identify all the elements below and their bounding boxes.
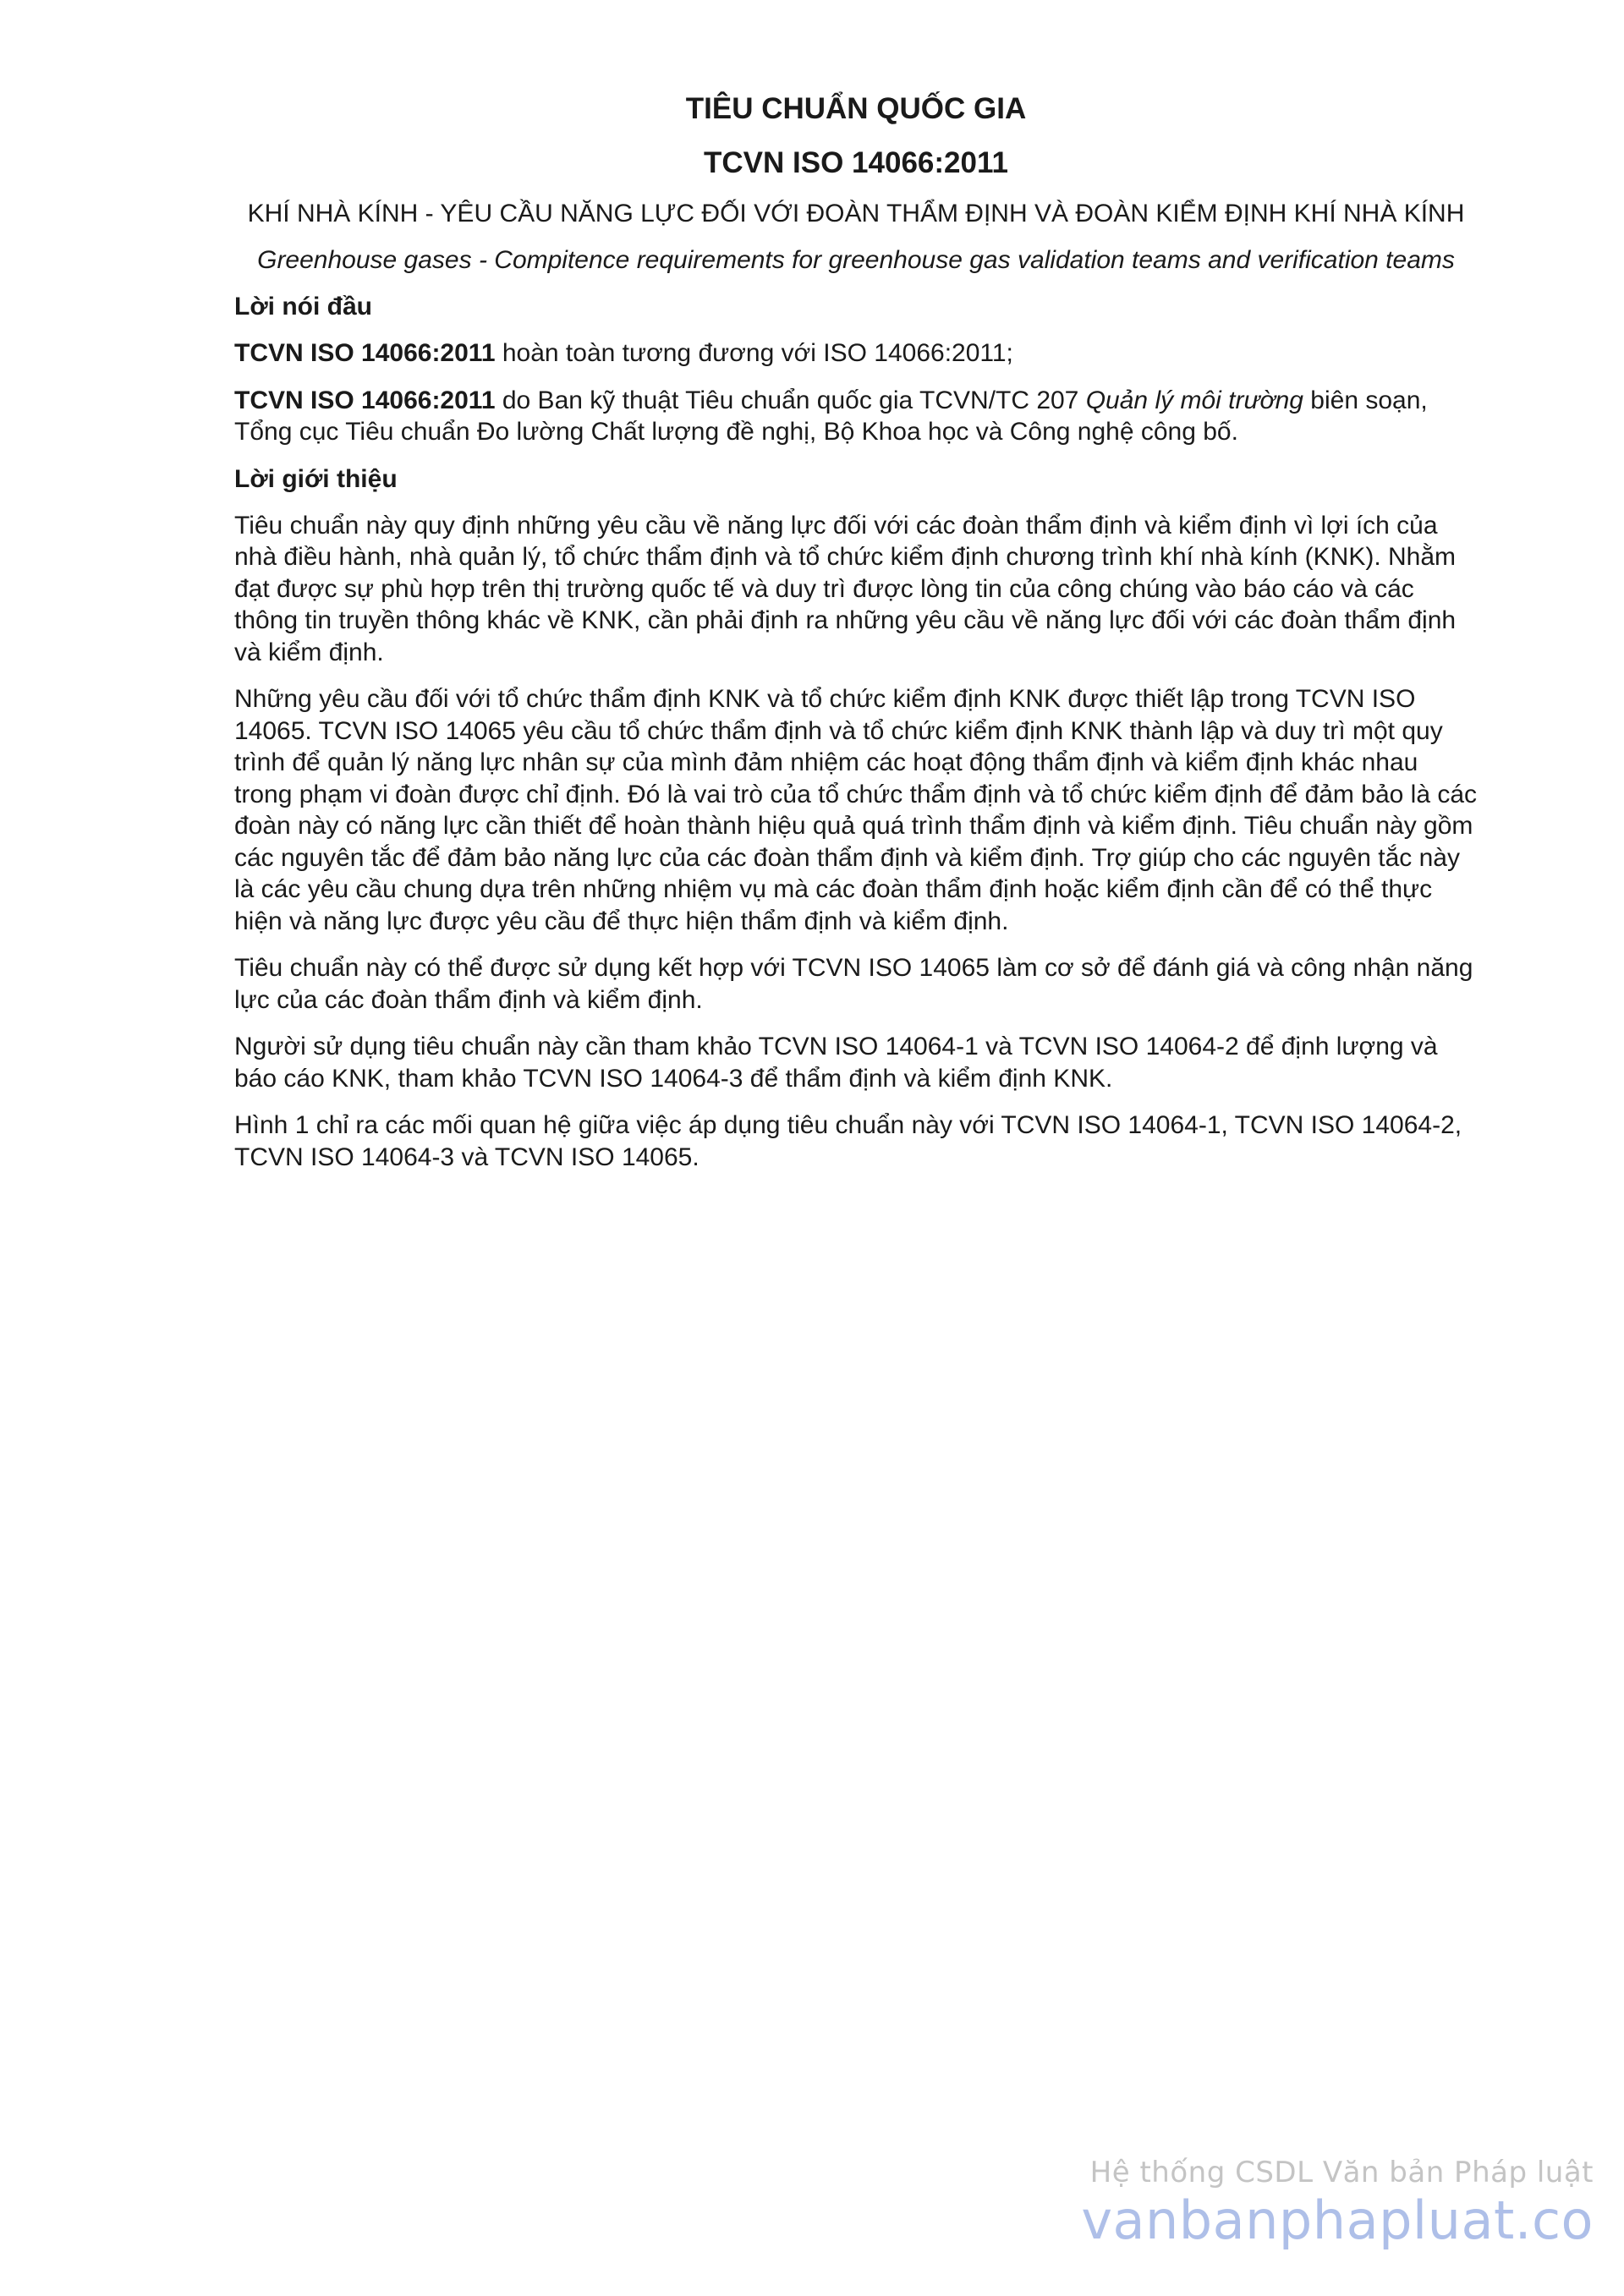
introduction-heading: Lời giới thiệu (234, 464, 398, 493)
foreword-text-2b: biên soạn, Tổng cục Tiêu chuẩn Đo lường Chất lượng đề nghị, Bộ Khoa học và Công nghệ công bố. (234, 386, 1428, 446)
title-vietnamese: KHÍ NHÀ KÍNH - YÊU CẦU NĂNG LỰC ĐỐI VỚI ĐOÀN THẨM ĐỊNH VÀ ĐOÀN KIỂM ĐỊNH KHÍ NHÀ KÍNH (247, 200, 1465, 227)
foreword-heading: Lời nói đầu (234, 293, 372, 321)
title-english: Greenhouse gases - Compitence requirements for greenhouse gas validation teams and verification teams (257, 246, 1455, 274)
introduction-paragraph: Tiêu chuẩn này có thể được sử dụng kết hợp với TCVN ISO 14065 làm cơ sở để đánh giá và công nhận năng lực của các đoàn thẩm định và kiểm định. (234, 954, 1473, 1014)
foreword-code-2: TCVN ISO 14066:2011 (234, 386, 496, 414)
foreword-code-1: TCVN ISO 14066:2011 (234, 339, 496, 367)
foreword-text-2a: do Ban kỹ thuật Tiêu chuẩn quốc gia TCVN/TC 207 (495, 386, 1086, 414)
introduction-paragraph: Người sử dụng tiêu chuẩn này cần tham khảo TCVN ISO 14064-1 và TCVN ISO 14064-2 để định lượng và báo cáo KNK, tham khảo TCVN ISO 14064-3 để thẩm định và kiểm định KNK. (234, 1033, 1438, 1093)
foreword-paragraph-2 (234, 385, 1478, 448)
document-page (234, 91, 1478, 1188)
standard-code: TCVN ISO 14066:2011 (704, 146, 1008, 179)
watermark-site: vanbanphapluat.co (1081, 2189, 1594, 2251)
watermark (1081, 2155, 1594, 2251)
foreword-paragraph-1 (234, 337, 1478, 370)
introduction-paragraph: Tiêu chuẩn này quy định những yêu cầu về năng lực đối với các đoàn thẩm định và kiểm định vì lợi ích của nhà điều hành, nhà quản lý, tổ chức thẩm định và tổ chức kiểm định chương trình khí nhà kính (KNK). Nhằm đạt được sự phù hợp trên thị trường quốc tế và duy trì được lòng tin của công chúng vào báo cáo và các thông tin truyền thông khác về KNK, cần phải định ra những yêu cầu về năng lực đối với các đoàn thẩm định và kiểm định. (234, 511, 1457, 666)
introduction-paragraph: Hình 1 chỉ ra các mối quan hệ giữa việc áp dụng tiêu chuẩn này với TCVN ISO 14064-1, TCVN ISO 14064-2, TCVN ISO 14064-3 và TCVN ISO 14065. (234, 1111, 1462, 1171)
document-title: TIÊU CHUẨN QUỐC GIA (685, 92, 1027, 125)
watermark-caption: Hệ thống CSDL Văn bản Pháp luật (1089, 2156, 1594, 2189)
foreword-committee-name: Quản lý môi trường (1085, 386, 1303, 414)
introduction-paragraph: Những yêu cầu đối với tổ chức thẩm định KNK và tổ chức kiểm định KNK được thiết lập trong TCVN ISO 14065. TCVN ISO 14065 yêu cầu tổ chức thẩm định và tổ chức kiểm định KNK thành lập và duy trì một quy trình để quản lý năng lực nhân sự của mình đảm nhiệm các hoạt động thẩm định và kiểm định khác nhau trong phạm vi đoàn được chỉ định. Đó là vai trò của tổ chức thẩm định và tổ chức kiểm định để đảm bảo là các đoàn này có năng lực cần thiết để hoàn thành hiệu quả quá trình thẩm định và kiểm định. Tiêu chuẩn này gồm các nguyên tắc để đảm bảo năng lực của các đoàn thẩm định và kiểm định. Trợ giúp cho các nguyên tắc này là các yêu cầu chung dựa trên những nhiệm vụ mà các đoàn thẩm định hoặc kiểm định cần để có thể thực hiện và năng lực được yêu cầu để thực hiện thẩm định và kiểm định. (234, 685, 1478, 935)
foreword-text-1: hoàn toàn tương đương với ISO 14066:2011; (495, 339, 1013, 367)
